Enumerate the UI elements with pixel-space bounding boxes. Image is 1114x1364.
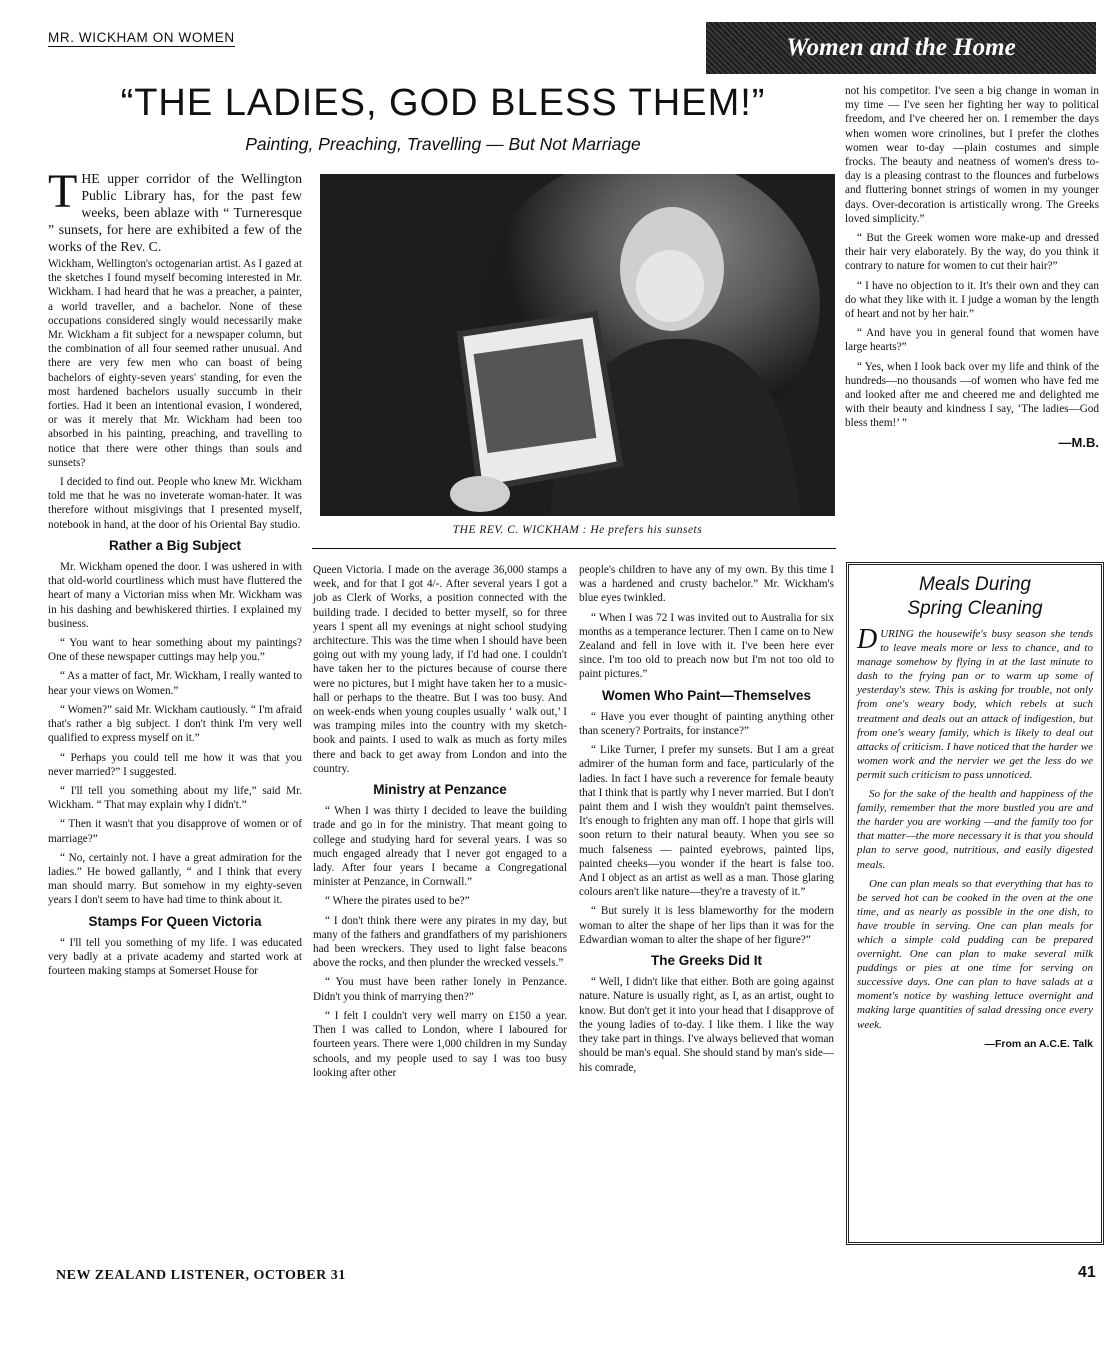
subheading: The Greeks Did It [650,953,763,969]
paragraph: “ When I was 72 I was invited out to Australia for six months as a temperance lecturer. Then I came on to New Zealand and fell in love with it. I've been here ever since. I'm too old to preach now but I'm not too old to paint pictures.” [579,611,834,681]
paragraph: “ I have no objection to it. It's their own and they can do what they like with it. I judge a woman by the length of heart and not by her hair.” [845,279,1099,321]
paragraph: Wickham, Wellington's octogenarian artist. As I gazed at the sketches I found myself becoming interested in Mr. Wickham. I had heard that he was a preacher, a painter, a world traveller, and a bachelor. None of these occupations considered singly would necessarily make Mr. Wickham a fit subject for a newspaper column, but the combination of all four seemed rather unusual. And there are very few men who can boast of being bachelors of eighty-seven years' standing, for even the most hardened bachelors usually succumb in their forties. Had it been an intentional evasion, I wondered, or was it merely that Mr. Wickham had been too absorbed in his painting, preaching, and travelling to notice that there were other things than souls and sunsets? [48,258,302,469]
paragraph: “ Women?” said Mr. Wickham cautiously. “ I'm afraid that's rather a big subject. I don't think I'm very well qualified to express myself on it.” [48,703,302,745]
paragraph: “ As a matter of fact, Mr. Wickham, I really wanted to hear your views on Women.” [48,670,302,697]
paragraph: Queen Victoria. I made on the average 36,000 stamps a week, and for that I got 4/-. After several years I got a job as Clerk of Works, a position connected with the building trade. I decided to better myself, so for three years I spent all my evenings at night school studying architecture. This was the time when I should have been going out with my young lady, if I'd had one. I couldn't have taken her to the pictures because of course there were no pictures, but I might have taken her to a music-hall or perhaps to the theatre. But I was too busy. And on week-ends when young couples usually ‘ walk out,’ I was tramping miles into the country with my sketch-book and paints. I used to walk as much as forty miles there and back to get away from London and into the country. [313,564,567,775]
paragraph: “ Have you ever thought of painting anything other than scenery? Portraits, for instance?” [579,710,834,738]
paragraph: I decided to find out. People who knew Mr. Wickham told me that he was no inveterate woman-hater. It was therefore without misgivings that I presented myself, notebook in hand, at the door of his Oriental Bay studio. [48,476,302,531]
paragraph: “ Like Turner, I prefer my sunsets. But I am a great admirer of the human form and face, particularly of the ladies. In fact I have such a reverence for female beauty that I think that is partly why I never married. But I don't paint them and I wish they wouldn't paint themselves. It's enough to frighten any man off. I hope that girls will soon return to their natural beauty. When you see so much falseness — painted eyebrows, painted lips, painted cheeks—you wonder if the heart is false too. And I object as an artist as well as a man. Those glaring colours aren't like nature—they're a travesty of it.” [579,744,834,899]
sidebar-credit: —From an A.C.E. Talk [984,1037,1093,1050]
photo-caption: THE REV. C. WICKHAM : He prefers his sunsets [452,524,703,536]
column-2 [313,563,567,1085]
subhead: Painting, Preaching, Travelling — But Not Marriage [245,134,641,154]
drop-cap: D [857,624,878,655]
sidebar-title [857,573,1093,621]
column-1 [48,165,302,983]
portrait-photo [320,174,835,516]
column-4 [845,84,1099,450]
sidebar-title-line-1: Meals During [919,574,1031,595]
intro-paragraph [48,165,302,255]
paragraph: “ No, certainly not. I have a great admiration for the ladies.” He bowed gallantly, “ and I think that every man should marry. But somehow in my eighty-seven years I don't seem to have had time to think about it. [48,851,302,907]
column-3 [579,563,834,1080]
paragraph: “ But the Greek women wore make-up and dressed their hair very elaborately. By the way, do you think it contrary to nature for women to cut their hair?” [845,232,1099,273]
subheading: Rather a Big Subject [108,537,242,553]
kicker: MR. WICKHAM ON WOMEN [48,30,235,45]
paragraph: “ Yes, when I look back over my life and think of the hundreds—no thousands —of women who have fed me and looked after me and cheered me and delighted me with their beauty and kindness I say, ‘The ladies—God bless them!’ ” [845,360,1099,430]
paragraph: One can plan meals so that everything that has to be served hot can be cooked in the oven at the one time, and as nearly as possible in the one dish, to have trouble in serving. One can plan meals for which a simple cold pudding can be prepared overnight. One can plan to make several milk puddings or pies at one time for serving on successive days. One can plan to have salads at a moment's notice by washing lettuce overnight and making large quantities of salad dressing once every week. [857,877,1093,1031]
subheading: Stamps For Queen Victoria [88,913,262,929]
paragraph: not his competitor. I've seen a big change in woman in my time — I've seen her fighting her way to political freedom, and I've cheered her on. I remember the days when women wore crinolines, but I prefer the clothes women wear to-day —plain costumes and simple frocks. The beauty and neatness of women's dress to-day is a pleasing contrast to the flounces and furbelows and fluttering bonnet strings of women in my younger days. Over-decoration is artistically wrong. The Greeks loved simplicity.” [845,85,1099,225]
subheading: Women Who Paint—Themselves [601,687,812,703]
section-banner: Women and the Home [706,22,1096,74]
page-number: 41 [1078,1264,1096,1281]
paragraph: “ I'll tell you something of my life. I was educated very badly at a private academy and started work at fourteen making stamps at Somerset House for [48,936,302,978]
divider [312,548,836,549]
paragraph [857,624,1093,782]
paragraph: “ And have you in general found that women have large hearts?” [845,327,1099,354]
paragraph: So for the sake of the health and happiness of the family, remember that the more bustled you are and the harder you are working —and the family too for that matter—the more necessary it is that you should plan to serve good, nutritious, and easily digested meals. [857,788,1093,871]
intro-text: HE upper corridor of the Wellington Public Library has, for the past few weeks, been ablaze with “ Turneresque ” sunsets, for here are exhibited a few of the works of the Rev. C. [48,171,302,254]
paragraph: “ You want to hear something about my paintings? One of these newspaper cuttings may help you.” [48,637,302,664]
photo-illustration [320,174,835,516]
paragraph: “ You must have been rather lonely in Penzance. Didn't you think of marrying then?” [313,976,567,1003]
paragraph: “ I felt I couldn't very well marry on £150 a year. Then I was called to London, where I laboured for fourteen years. There were 1,000 children in my Sunday schools, and my people used to say I was too busy looking after other [313,1009,567,1079]
sidebar-paragraph-text: URING the housewife's busy season she tends to leave meals more or less to chance, and to manage somehow by flying in at the last minute to dash to the frying pan or to warm up some of yesterday's stew. This is asking for trouble, not only from one's weary body, which rebels at such treatment and deals out an attack of indigestion, but from one's weary family, which is likely to deal out attacks of criticism. I have noticed that the harder we women work and the nervier we get the less do we permit such criticism to pass unnoticed. [857,628,1093,781]
paragraph: “ Where the pirates used to be?” [325,895,470,908]
sidebar-title-line-2: Spring Cleaning [907,598,1043,619]
paragraph: “ I'll tell you something about my life,” said Mr. Wickham. “ That may explain why I didn't.” [48,784,302,812]
sidebar-box [846,562,1104,1245]
paragraph: Mr. Wickham opened the door. I was ushered in with that old-world courtliness which must have fluttered the heart of many a Victorian miss when Mr. Wickham was in his dashing and bewhiskered thirties. I explained my business. [48,561,302,630]
author-signature: —M.B. [1058,434,1099,450]
subheading: Ministry at Penzance [373,782,507,798]
paragraph: “ I don't think there were any pirates in my day, but many of the fathers and grandfathers of my parishioners had been wreckers. They used to light false beacons above the rocks, and then plunder the wrecked vessels.” [313,914,567,970]
publication-footer: NEW ZEALAND LISTENER, OCTOBER 31 [56,1268,346,1283]
paragraph: “ Well, I didn't like that either. Both are going against nature. Nature is usually right, as I, as an artist, ought to know. But don't get it into your head that I disapprove of the young ladies of to-day. I like them. I like the way they take part in things. I've always believed that woman should be man's equal. She should stand by man's side—his comrade, [579,976,834,1074]
paragraph: “ Then it wasn't that you disapprove of women or of marriage?” [48,818,302,845]
paragraph: “ But surely it is less blameworthy for the modern woman to alter the shape of her lips than it was for the Edwardian woman to alter the shape of her figure?” [579,905,834,946]
paragraph: “ When I was thirty I decided to leave the building trade and go in for the ministry. That meant going to college and studying hard for several years. I was so much engaged already that I never got engaged to a lady. After four years I became a Congregational minister at Penzance, in Cornwall.” [313,805,567,889]
sidebar-body [857,624,1093,1051]
paragraph: people's children to have any of my own. By this time I was a hardened and crusty bachelor.” Mr. Wickham's blue eyes twinkled. [579,564,834,605]
drop-cap: T [48,165,78,218]
paragraph: “ Perhaps you could tell me how it was that you never married?” I suggested. [48,751,302,778]
headline: “THE LADIES, GOD BLESS THEM!” [120,82,766,124]
